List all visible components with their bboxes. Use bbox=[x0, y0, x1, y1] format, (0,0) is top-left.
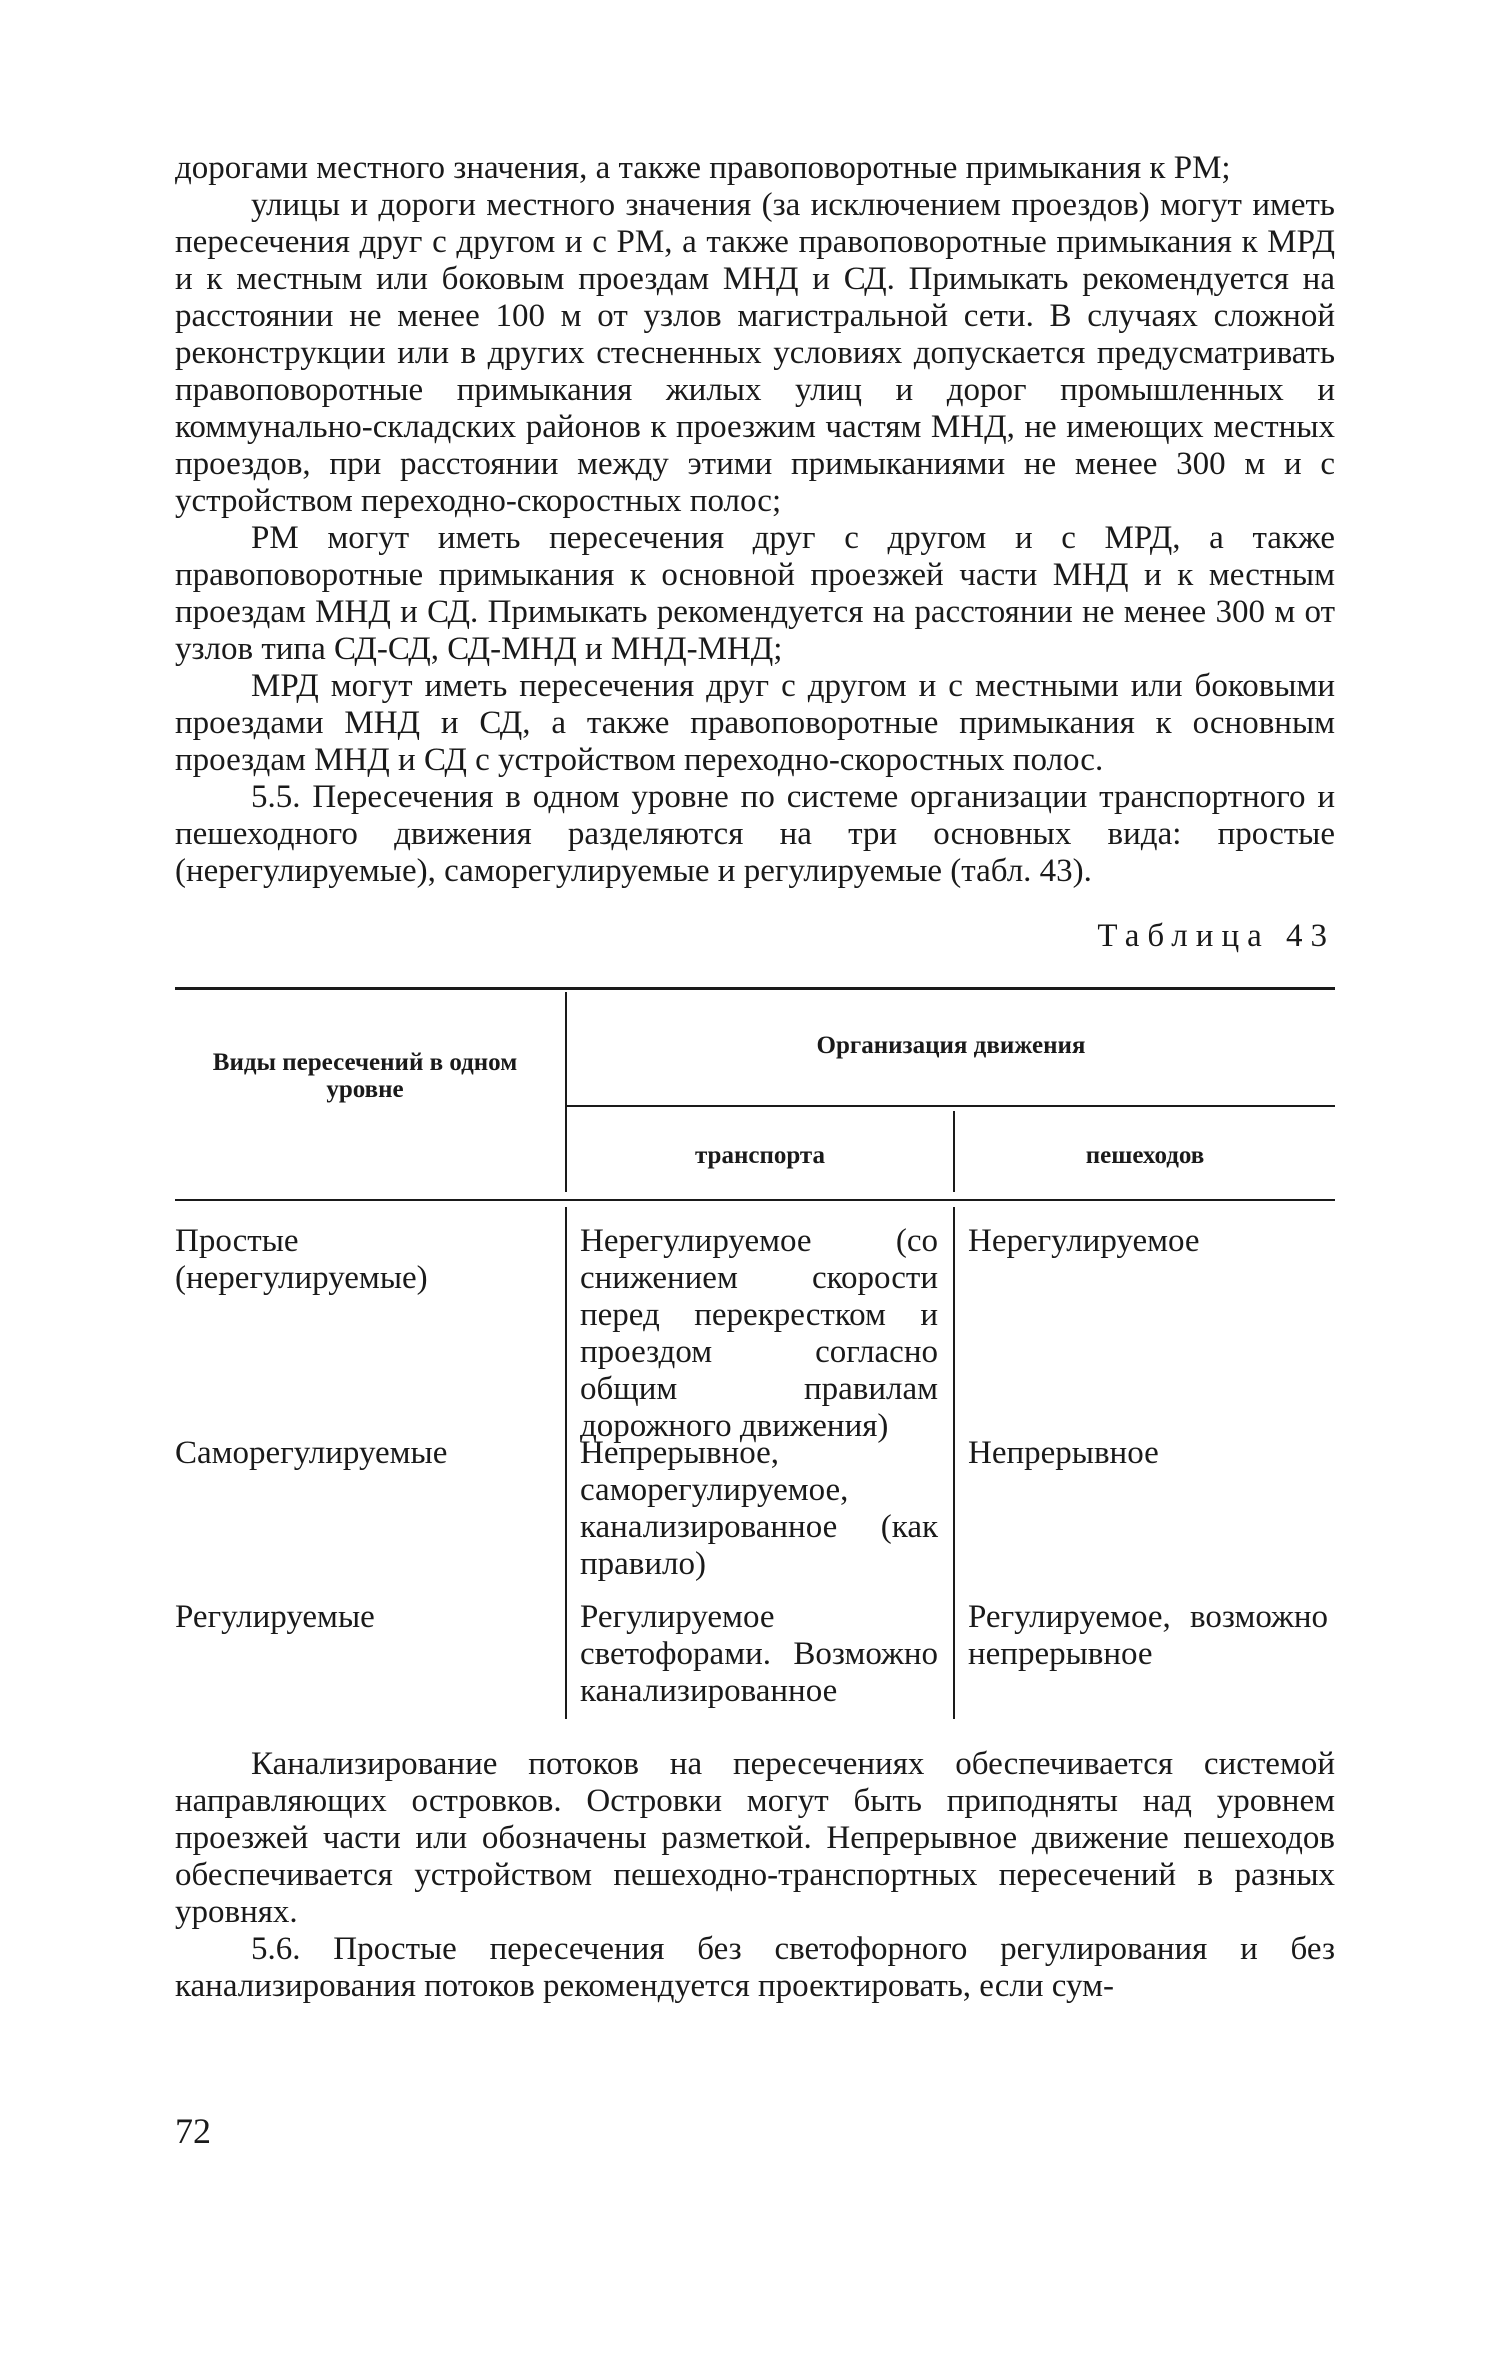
row-pedestrian: Нерегулируемое bbox=[968, 1223, 1200, 1259]
header-transport: транспорта bbox=[694, 1142, 826, 1169]
row-pedestrian: Непрерывное bbox=[968, 1435, 1159, 1471]
header-group-rule bbox=[565, 1105, 1335, 1107]
page-body bbox=[175, 150, 1335, 2005]
row-pedestrian: Регулируемое, возможно непрерывное bbox=[968, 1599, 1328, 1672]
row-transport: Регулируемое светофорами. Возможно канализированное bbox=[580, 1599, 938, 1709]
row-type: Саморегулируемые bbox=[175, 1435, 448, 1471]
row-type: Простые (нерегулируемые) bbox=[175, 1223, 428, 1296]
paragraph: Канализирование потоков на пересечениях обеспечивается системой направляющих островков. Островки могут быть приподняты над уровнем проезжей части или обозначены разметкой. Непрерывное движение пешеходов обеспечивается устройством пешеходно-транспортных пересечений в разных уровнях. bbox=[175, 1746, 1335, 1930]
table-caption: Таблица 43 bbox=[1097, 918, 1335, 954]
paragraph: МРД могут иметь пересечения друг с другом и с местными или боковыми проездами МНД и СД, а также правоповоротные примыкания к основным проездам МНД и СД с устройством переходно-скоростных полос. bbox=[175, 668, 1335, 778]
paragraph: РМ могут иметь пересечения друг с другом и с МРД, а также правоповоротные примыкания к основной проезжей части МНД и к местным проездам МНД и СД. Примыкать рекомендуется на расстоянии не менее 300 м от узлов типа СД-СД, СД-МНД и МНД-МНД; bbox=[175, 520, 1335, 667]
header-bottom-rule bbox=[175, 1199, 1335, 1201]
paragraph: 5.6. Простые пересечения без светофорного регулирования и без канализирования потоков рекомендуется проектировать, если сум- bbox=[175, 1931, 1335, 2004]
page-number: 72 bbox=[175, 2111, 211, 2151]
paragraph: дорогами местного значения, а также правоповоротные примыкания к РМ; bbox=[175, 150, 1231, 186]
paragraph: 5.5. Пересечения в одном уровне по системе организации транспортного и пешеходного движения разделяются на три основных вида: простые (нерегулируемые), саморегулируемые и регулируемые (табл. 43). bbox=[175, 779, 1335, 889]
row-transport: Нерегулируемое (со снижением скорости перед перекрестком и проездом согласно общим правилам дорожного движения) bbox=[580, 1223, 938, 1444]
header-pedestrians: пешеходов bbox=[1085, 1142, 1205, 1169]
paragraph: улицы и дороги местного значения (за исключением проездов) могут иметь пересечения друг с другом и с РМ, а также правоповоротные примыкания к МРД и к местным или боковым проездам МНД и СД. Примыкать рекомендуется на расстоянии не менее 100 м от узлов магистральной сети. В случаях сложной реконструкции или в других стесненных условиях допускается предусматривать правоповоротные примыкания жилых улиц и дорог промышленных и коммунально-складских районов к проезжим частям МНД, не имеющих местных проездов, при расстоянии между этими примыканиями не менее 300 м и с устройством переходно-скоростных полос; bbox=[175, 187, 1335, 519]
body-vline bbox=[565, 1207, 567, 1719]
table bbox=[175, 987, 1335, 1722]
row-type: Регулируемые bbox=[175, 1599, 375, 1635]
header-organization: Организация движения bbox=[816, 1032, 1086, 1059]
body-vline bbox=[953, 1207, 955, 1719]
row-transport: Непрерывное, саморегулируемое, канализированное (как правило) bbox=[580, 1435, 938, 1582]
table-top-rule bbox=[175, 987, 1335, 990]
header-types: Виды пересечений в одном уровне bbox=[212, 1049, 518, 1103]
